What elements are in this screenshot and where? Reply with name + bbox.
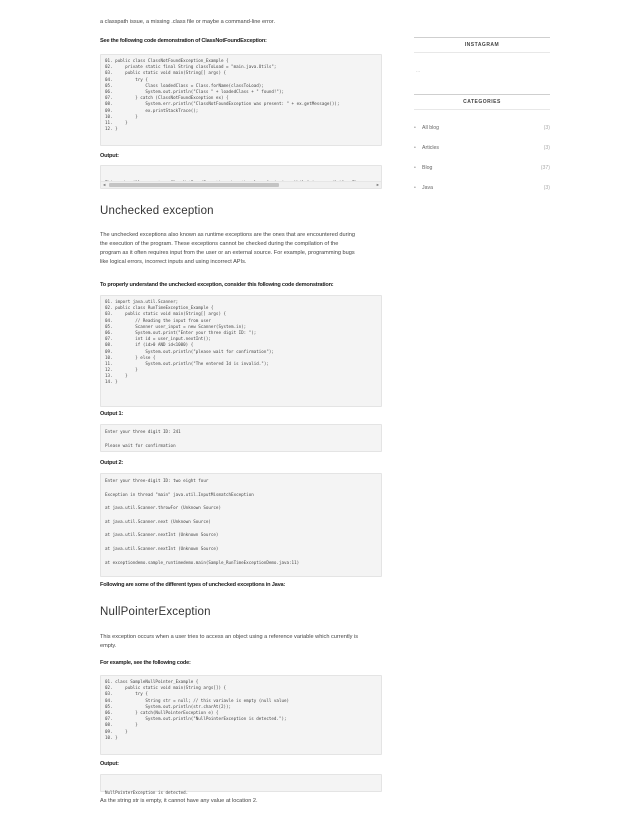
output-line: Enter your three-digit ID: two eight four (105, 478, 209, 483)
cnfe-code-block[interactable] (100, 54, 382, 146)
output1-block[interactable] (100, 424, 382, 452)
code-line: 06. System.out.println("Class " + loadedClass + " found!"); (105, 88, 284, 94)
output-line: at java.util.Scanner.nextInt (Unknown Source) (105, 532, 219, 538)
code-line: 06. System.out.print("Enter your three digit ID: "); (105, 329, 257, 335)
npe-heading: For example, see the following code: (100, 660, 191, 666)
code-line: 06. } catch(NullPointerException e) { (105, 709, 219, 715)
code-line: 11. System.out.println("The entered Id is invalid."); (105, 360, 269, 366)
code-line: 05. Class loadedClass = Class.forName(classToLoad); (105, 82, 264, 88)
code-line: 11. } (105, 119, 128, 125)
unchecked-title: Unchecked exception (100, 205, 214, 217)
npe-code-block[interactable] (100, 675, 382, 755)
code-line: 03. public static void main(String[] args) { (105, 70, 227, 76)
code-line: 08. System.err.println("ClassNotFoundException was present: " + ex.getMessage()); (105, 101, 340, 107)
code-line: 10. } (105, 734, 118, 740)
category-count: (3) (543, 125, 550, 131)
categories-widget-title: CATEGORIES (414, 94, 550, 110)
output2-label: Output 2: (100, 460, 124, 466)
closing-text: As the string str is empty, it cannot have any value at location 2. (100, 798, 258, 804)
npe-output-text: NullPointerException is detected. (105, 790, 189, 795)
category-count: (3) (543, 185, 550, 191)
horizontal-scrollbar[interactable] (101, 181, 381, 188)
code-line: 03. try { (105, 691, 148, 697)
paragraph-line: program as it often requires input from the user or an external source. For example, programming bugs (100, 250, 355, 256)
category-count: (37) (540, 165, 550, 171)
unchecked-heading: To properly understand the unchecked exception, consider this following code demonstration: (100, 282, 334, 288)
instagram-widget-title: INSTAGRAM (414, 37, 550, 53)
code-line: 01. public class ClassNotFoundException_Example { (105, 58, 229, 63)
code-line: 05. Scanner user_input = new Scanner(System.in); (105, 323, 247, 329)
cnfe-heading: See the following code demonstration of ClassNotFoundException: (100, 38, 267, 44)
category-label[interactable]: Blog (422, 165, 433, 171)
output2-block[interactable] (100, 473, 382, 577)
unchecked-code-block[interactable] (100, 295, 382, 407)
code-line: 10. } (105, 113, 138, 119)
output1-label: Output 1: (100, 411, 124, 417)
npe-title: NullPointerException (100, 606, 211, 618)
paragraph-line: The unchecked exceptions also known as runtime exceptions are the ones that are encountered during (100, 232, 355, 238)
output-line: at java.util.Scanner.throwFor (Unknown Source) (105, 505, 221, 511)
category-item-blog[interactable] (414, 165, 550, 171)
code-line: 07. } catch (ClassNotFoundException ex) { (105, 95, 229, 101)
paragraph-line: like logical errors, incorrect inputs and using incorrect APIs. (100, 259, 247, 265)
types-line: Following are some of the different types of unchecked exceptions in Java: (100, 582, 286, 588)
chevron-right-icon[interactable]: ▶ (376, 182, 379, 187)
code-line: 12. } (105, 367, 138, 373)
code-line: 05. System.out.println(str.charAt(2)); (105, 703, 232, 709)
code-line: 12. } (105, 126, 118, 132)
code-line: 02. public class RunTimeException_Example { (105, 305, 214, 311)
cnfe-output-label: Output: (100, 153, 119, 159)
code-line: 01. import java.util.Scanner; (105, 299, 179, 304)
code-line: 04. // Reading the input from user (105, 317, 211, 323)
bullet-icon: • (414, 145, 416, 151)
output-line: at java.util.Scanner.nextInt (Unknown Source) (105, 545, 219, 551)
output-line: Enter your three digit ID: 241 (105, 429, 181, 434)
paragraph-line: This exception occurs when a user tries to access an object using a reference variable which currently is (100, 634, 359, 640)
code-line: 01. class SampleNullPointer_Example { (105, 679, 199, 684)
scrollbar-thumb[interactable] (109, 183, 279, 187)
bullet-icon: • (414, 125, 416, 131)
code-line: 10. } else { (105, 354, 156, 360)
code-line: 02. private static final String classToLoad = "main.java.Utils"; (105, 64, 277, 70)
code-line: 08. } (105, 722, 138, 728)
cnfe-output-block[interactable] (100, 165, 382, 189)
code-line: 02. public static void main(String args[]) { (105, 685, 227, 691)
code-line: 09. ex.printStackTrace(); (105, 107, 199, 113)
bullet-icon: • (414, 165, 416, 171)
chevron-left-icon[interactable]: ◀ (103, 182, 106, 187)
output-line: Exception in thread "main" java.util.InputMismatchException (105, 491, 254, 497)
category-label[interactable]: Java (422, 185, 433, 191)
intro-text: a classpath issue, a missing .class file or maybe a command-line error. (100, 19, 276, 25)
category-label[interactable]: Articles (422, 145, 440, 151)
code-line: 09. } (105, 728, 128, 734)
code-line: 13. } (105, 373, 128, 379)
code-line: 08. if (id>0 AND id<1000) { (105, 342, 194, 348)
unchecked-paragraph (100, 231, 355, 267)
npe-paragraph (100, 633, 358, 651)
npe-output-label: Output: (100, 761, 119, 767)
code-line: 14. } (105, 379, 118, 385)
paragraph-line: the execution of the program. These exceptions cannot be checked during the compilation of the (100, 241, 339, 247)
paragraph-line: empty. (100, 643, 117, 649)
code-line: 04. String str = null; // this variavle is empty (null value) (105, 697, 290, 703)
category-item-all-blog[interactable] (414, 125, 550, 131)
bullet-icon: • (414, 185, 416, 191)
npe-output-block[interactable] (100, 774, 382, 795)
output-line: at exceptiondemo.sample_runtimedemo.main(Sample_RunTimeExceptionDemo.java:11) (105, 559, 300, 565)
output-line: at java.util.Scanner.next (Unknown Source) (105, 518, 211, 524)
category-label[interactable]: All blog (422, 125, 440, 131)
code-line: 04. try { (105, 76, 148, 82)
category-item-articles[interactable] (414, 145, 550, 151)
output-line: Please wait for confirmation (105, 442, 176, 448)
instagram-feed-placeholder: ... (416, 68, 421, 74)
category-count: (3) (543, 145, 550, 151)
code-line: 07. System.out.println("NullPointerException is detected."); (105, 716, 287, 722)
code-line: 07. int id = user_input.nextInt(); (105, 336, 211, 342)
code-line: 03. public static void main(String[] args) { (105, 311, 227, 317)
category-item-java[interactable] (414, 185, 550, 191)
code-line: 09. System.out.println("please wait for confirmation"); (105, 348, 274, 354)
